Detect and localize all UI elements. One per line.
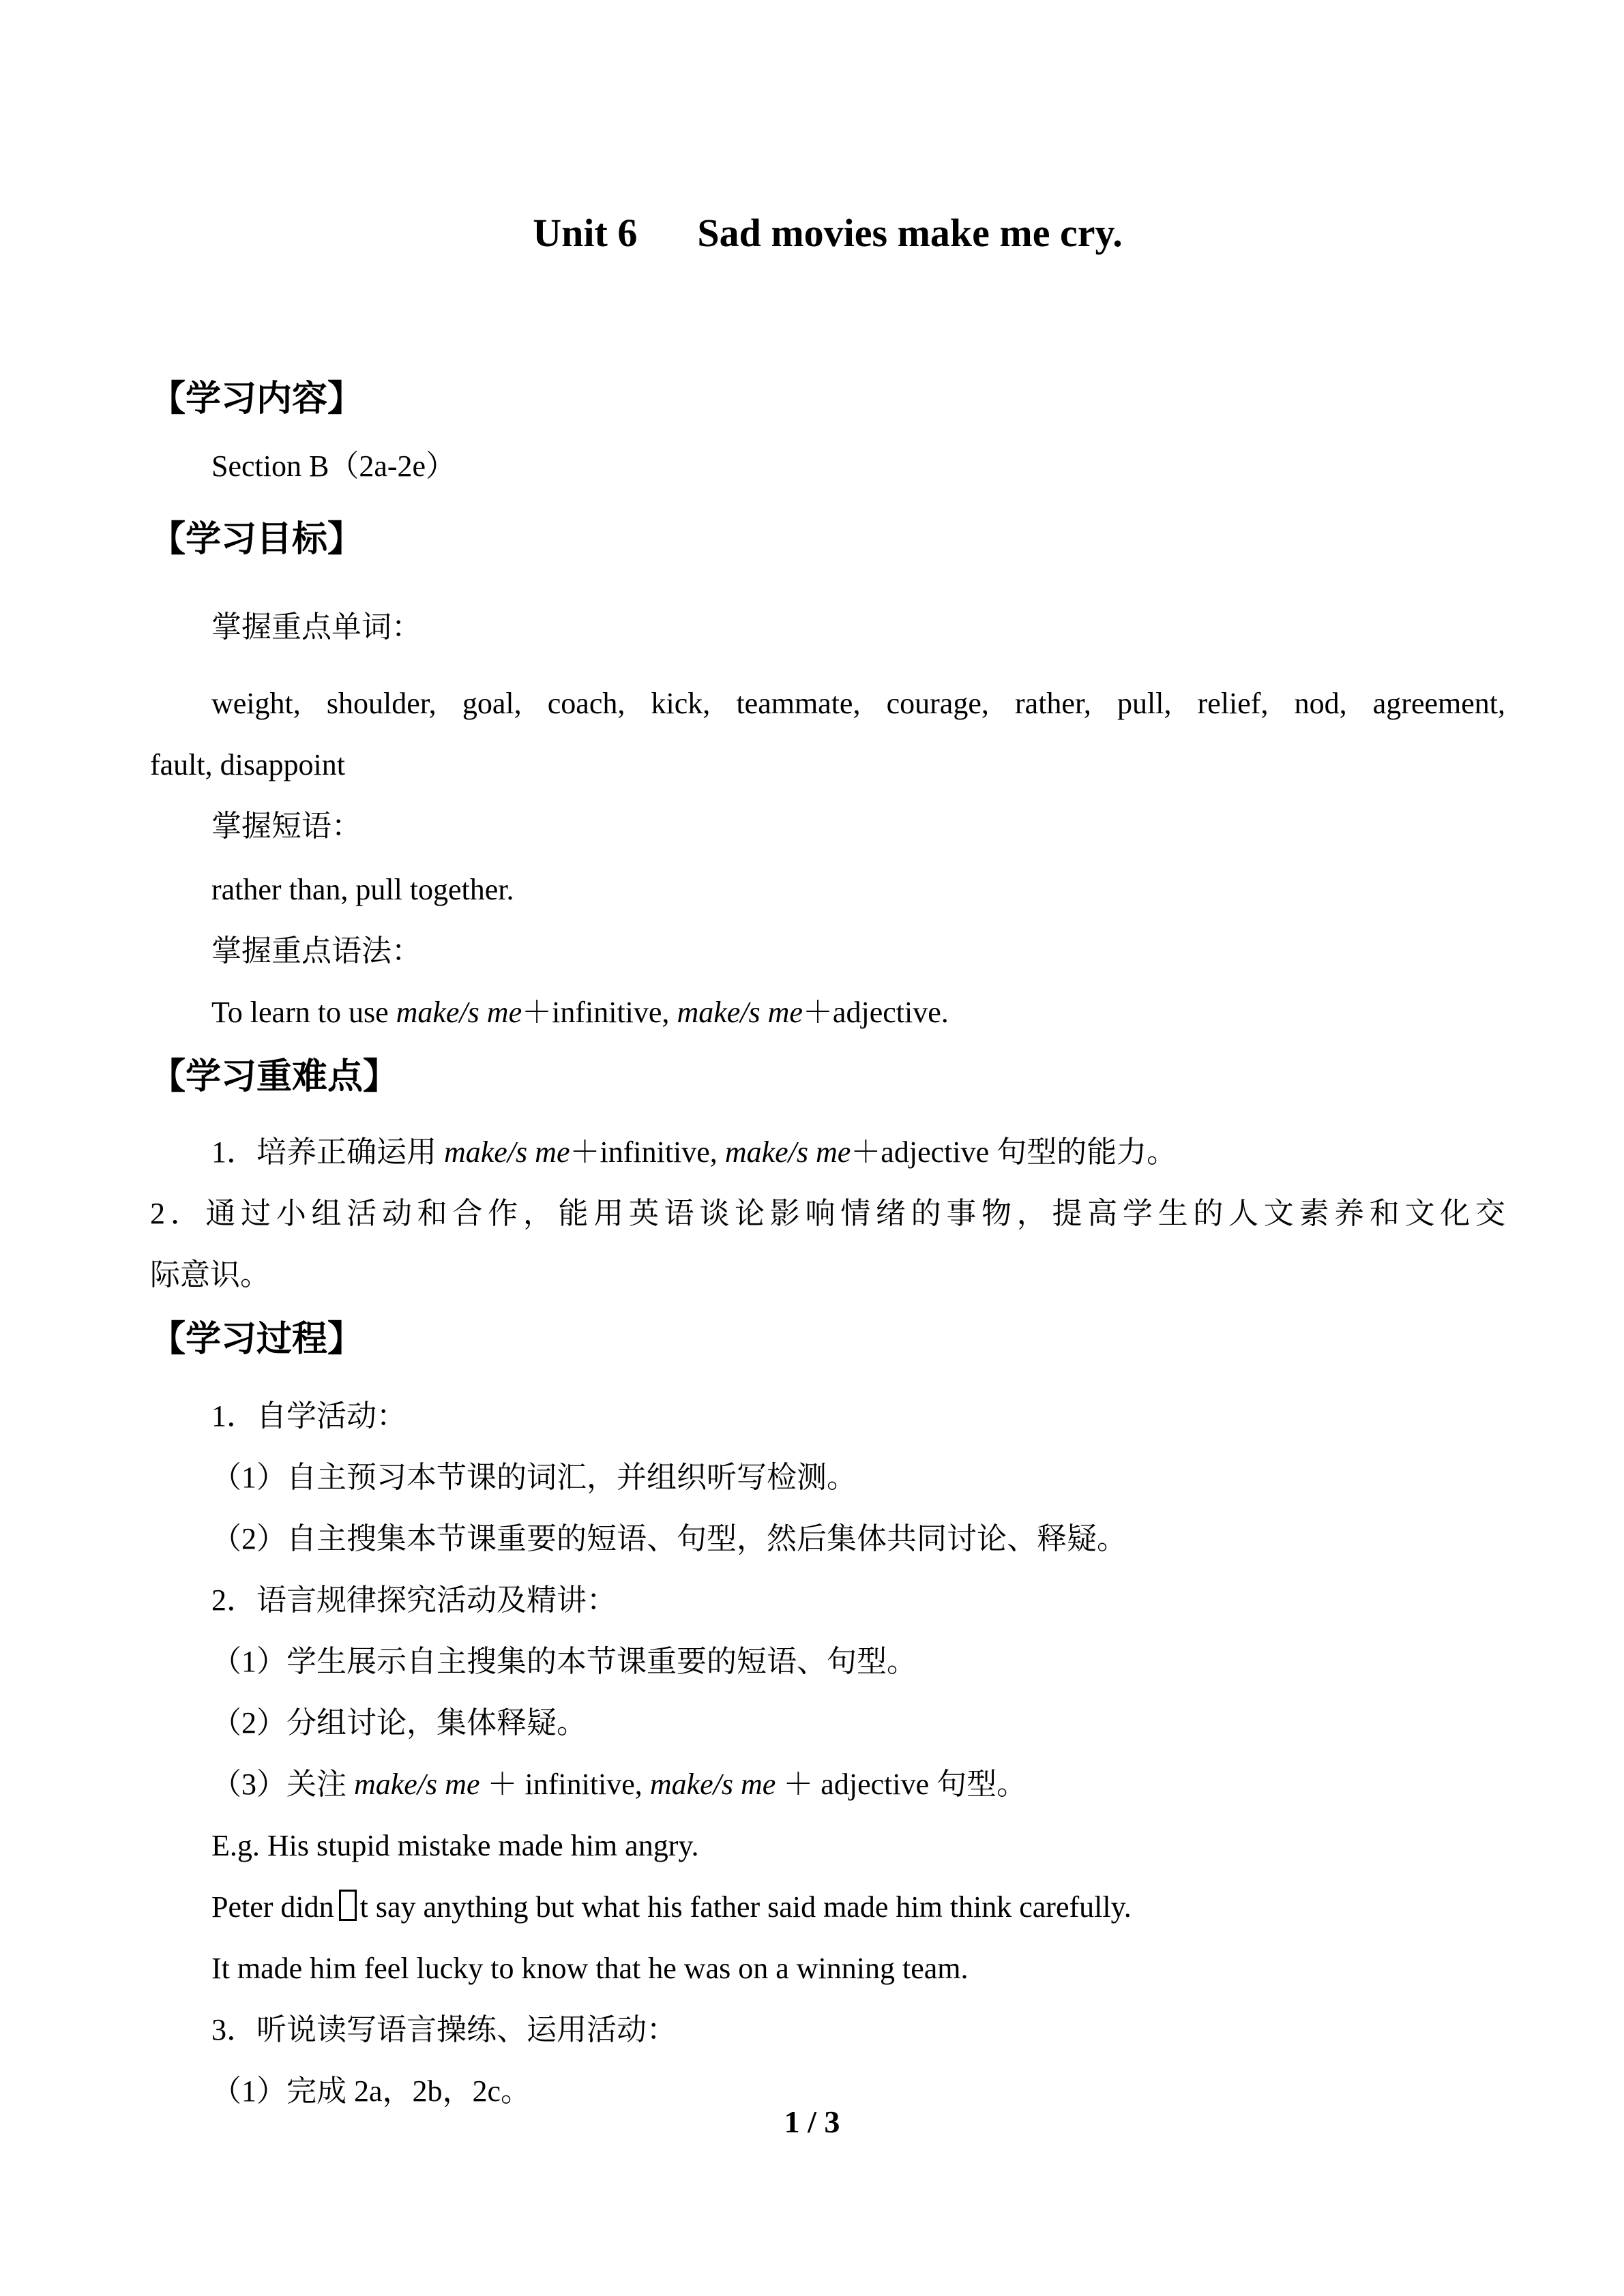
process-item-2-3	[150, 1754, 1505, 1815]
process-item-2-1: （1）学生展示自主搜集的本节课重要的短语、句型。	[211, 1645, 917, 1678]
unit-title-text: Sad movies make me cry.	[697, 211, 1123, 255]
key-point-1-prefix: 1．培养正确运用	[211, 1135, 444, 1169]
key-point-1-suffix: ＋adjective 句型的能力。	[851, 1135, 1177, 1169]
label-key-phrases: 掌握短语：	[211, 809, 361, 843]
process-item-2-3-italic-1: make/s me	[354, 1768, 480, 1801]
word-list-line-2: fault, disappoint	[150, 748, 345, 781]
word-list-line-1: weight, shoulder, goal, coach, kick, teammate, courage, rather, pull, relief, nod, agreement,	[211, 687, 1505, 720]
grammar-italic-1: make/s me	[396, 996, 522, 1029]
document-body	[150, 0, 1505, 2122]
unit-number: Unit 6	[533, 211, 638, 255]
section-heading-learning-goals: 【学习目标】	[150, 520, 364, 559]
process-item-1: 1．自学活动：	[211, 1399, 407, 1433]
process-item-2: 2．语言规律探究活动及精讲：	[211, 1583, 617, 1617]
key-point-1	[150, 1122, 1505, 1183]
example-sentence-2-after: t say anything but what his father said made him think carefully.	[359, 1890, 1132, 1924]
page-title	[150, 206, 1505, 260]
process-item-3: 3．听说读写语言操练、运用活动：	[211, 2013, 677, 2046]
label-key-grammar: 掌握重点语法：	[211, 934, 422, 968]
process-item-2-3-prefix: （3）关注	[211, 1768, 354, 1801]
example-sentence-2-before: Peter didn	[211, 1890, 334, 1924]
paragraph-section-b: Section B（2a-2e）	[211, 449, 456, 483]
grammar-suffix: ＋adjective.	[802, 996, 949, 1029]
example-sentence-1: E.g. His stupid mistake made him angry.	[211, 1829, 699, 1862]
example-sentence-3: It made him feel lucky to know that he was on a winning team.	[211, 1952, 969, 1985]
page-number: 1 / 3	[784, 2104, 840, 2139]
process-item-3-1: （1）完成 2a，2b，2c。	[211, 2074, 531, 2108]
key-point-1-italic-1: make/s me	[444, 1135, 570, 1169]
section-heading-learning-process: 【学习过程】	[150, 1320, 364, 1359]
grammar-italic-2: make/s me	[677, 996, 803, 1029]
label-key-words: 掌握重点单词：	[211, 610, 422, 644]
process-item-2-3-suffix: ＋ adjective 句型。	[776, 1768, 1027, 1801]
process-item-1-1: （1）自主预习本节课的词汇，并组织听写检测。	[211, 1461, 857, 1494]
process-item-1-2: （2）自主搜集本节课重要的短语、句型，然后集体共同讨论、释疑。	[211, 1522, 1127, 1555]
key-point-2-line-2: 际意识。	[150, 1258, 270, 1292]
process-item-2-2: （2）分组讨论，集体释疑。	[211, 1706, 587, 1740]
section-heading-key-points: 【学习重难点】	[150, 1058, 399, 1097]
key-point-1-italic-2: make/s me	[724, 1135, 851, 1169]
phrase-list: rather than, pull together.	[211, 873, 514, 906]
key-point-2-line-1: 2．通过小组活动和合作，能用英语谈论影响情绪的事物，提高学生的人文素养和文化交	[150, 1197, 1505, 1230]
grammar-mid: ＋infinitive,	[522, 996, 677, 1029]
grammar-goal-sentence	[150, 982, 1505, 1043]
grammar-prefix: To learn to use	[211, 996, 396, 1029]
key-point-1-mid: ＋infinitive,	[570, 1135, 725, 1169]
process-item-2-3-mid: ＋ infinitive,	[479, 1768, 650, 1801]
section-heading-learning-content: 【学习内容】	[150, 380, 364, 419]
example-sentence-2	[150, 1877, 1505, 1938]
missing-glyph-box	[339, 1890, 357, 1921]
process-item-2-3-italic-2: make/s me	[649, 1768, 776, 1801]
